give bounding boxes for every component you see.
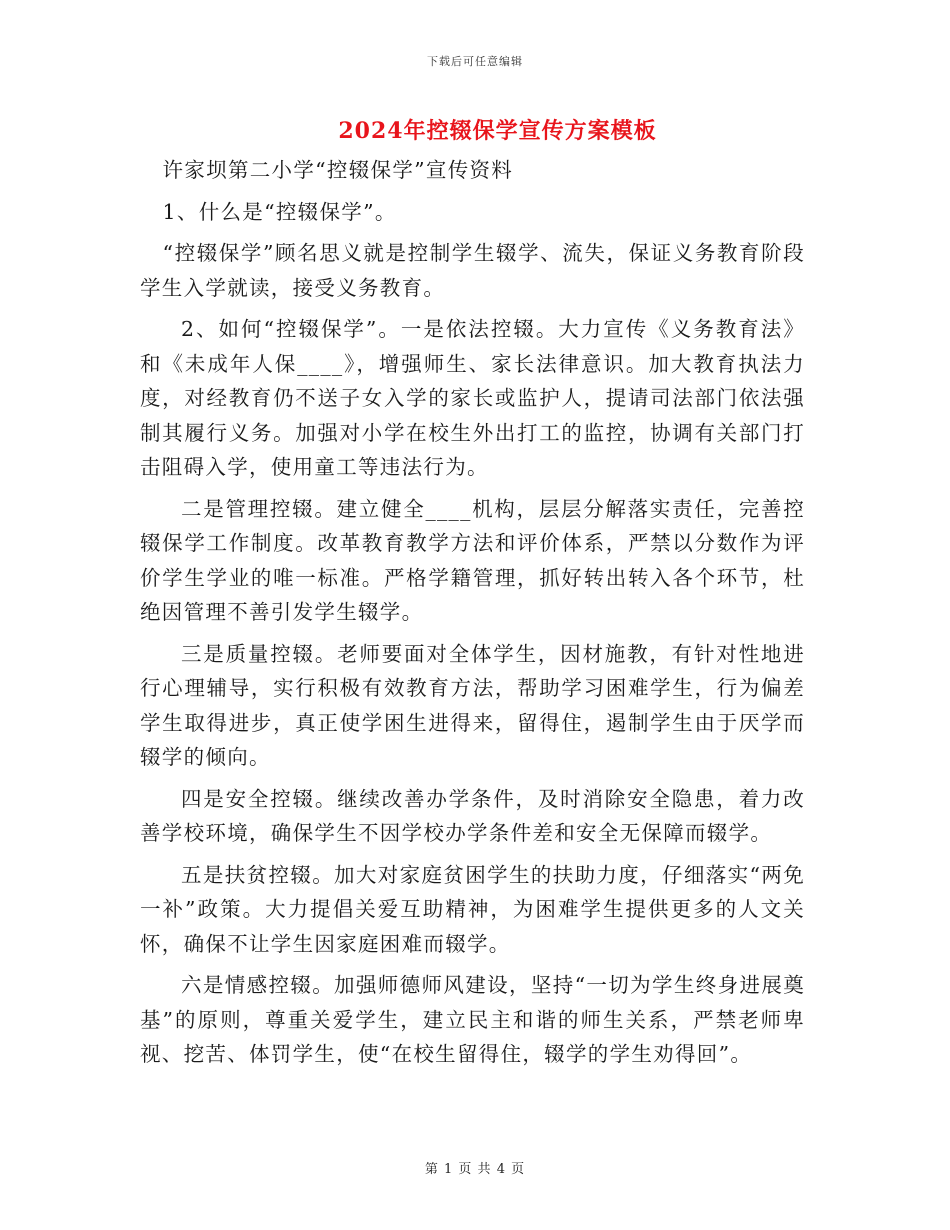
paragraph-poverty: 五是扶贫控辍。加大对家庭贫困学生的扶助力度，仔细落实“两免一补”政策。大力提倡关爱互助精神，为困难学生提供更多的人文关怀，确保不让学生因家庭困难而辍学。 <box>140 862 805 956</box>
paragraph-safety: 四是安全控辍。继续改善办学条件，及时消除安全隐患，着力改善学校环境，确保学生不因学校办学条件差和安全无保障而辍学。 <box>140 786 805 845</box>
paragraph-school-heading: 许家坝第二小学“控辍保学”宣传资料 <box>162 158 514 182</box>
paragraph-emotion: 六是情感控辍。加强师德师风建设，坚持“一切为学生终身进展奠基”的原则，尊重关爱学生，建立民主和谐的师生关系，严禁老师卑视、挖苦、体罚学生，使“在校生留得住，辍学的学生劝得回”。 <box>140 973 805 1066</box>
paragraph-definition: “控辍保学”顾名思义就是控制学生辍学、流失，保证义务教育阶段学生入学就读，接受义务教育。 <box>140 241 805 300</box>
document-title: 2024年控辍保学宣传方案模板 <box>338 118 657 144</box>
paragraph-quality: 三是质量控辍。老师要面对全体学生，因材施教，有针对性地进行心理辅导，实行积极有效教育方法，帮助学习困难学生，行为偏差学生取得进步，真正使学困生进得来，留得住，遏制学生由于厌学而辍学的倾向。 <box>140 641 805 769</box>
paragraph-question-2-legal: 2、如何“控辍保学”。一是依法控辍。大力宣传《义务教育法》和《未成年人保____》，增强师生、家长法律意识。加大教育执法力度，对经教育仍不送子女入学的家长或监护人，提请司法部门依法强制其履行义务。加强对小学在校生外出打工的监控，协调有关部门打击阻碍入学，使用童工等违法行为。 <box>140 317 805 479</box>
header-note: 下载后可任意编辑 <box>427 55 523 68</box>
paragraph-question-1: 1、什么是“控辍保学”。 <box>162 199 397 224</box>
page-footer: 第 1 页 共 4 页 <box>424 1162 526 1177</box>
document-body <box>140 153 805 1079</box>
paragraph-management: 二是管理控辍。建立健全____机构，层层分解落实责任，完善控辍保学工作制度。改革教育教学方法和评价体系，严禁以分数作为评价学生学业的唯一标准。严格学籍管理，抓好转出转入各个环节，杜绝因管理不善引发学生辍学。 <box>140 496 805 624</box>
